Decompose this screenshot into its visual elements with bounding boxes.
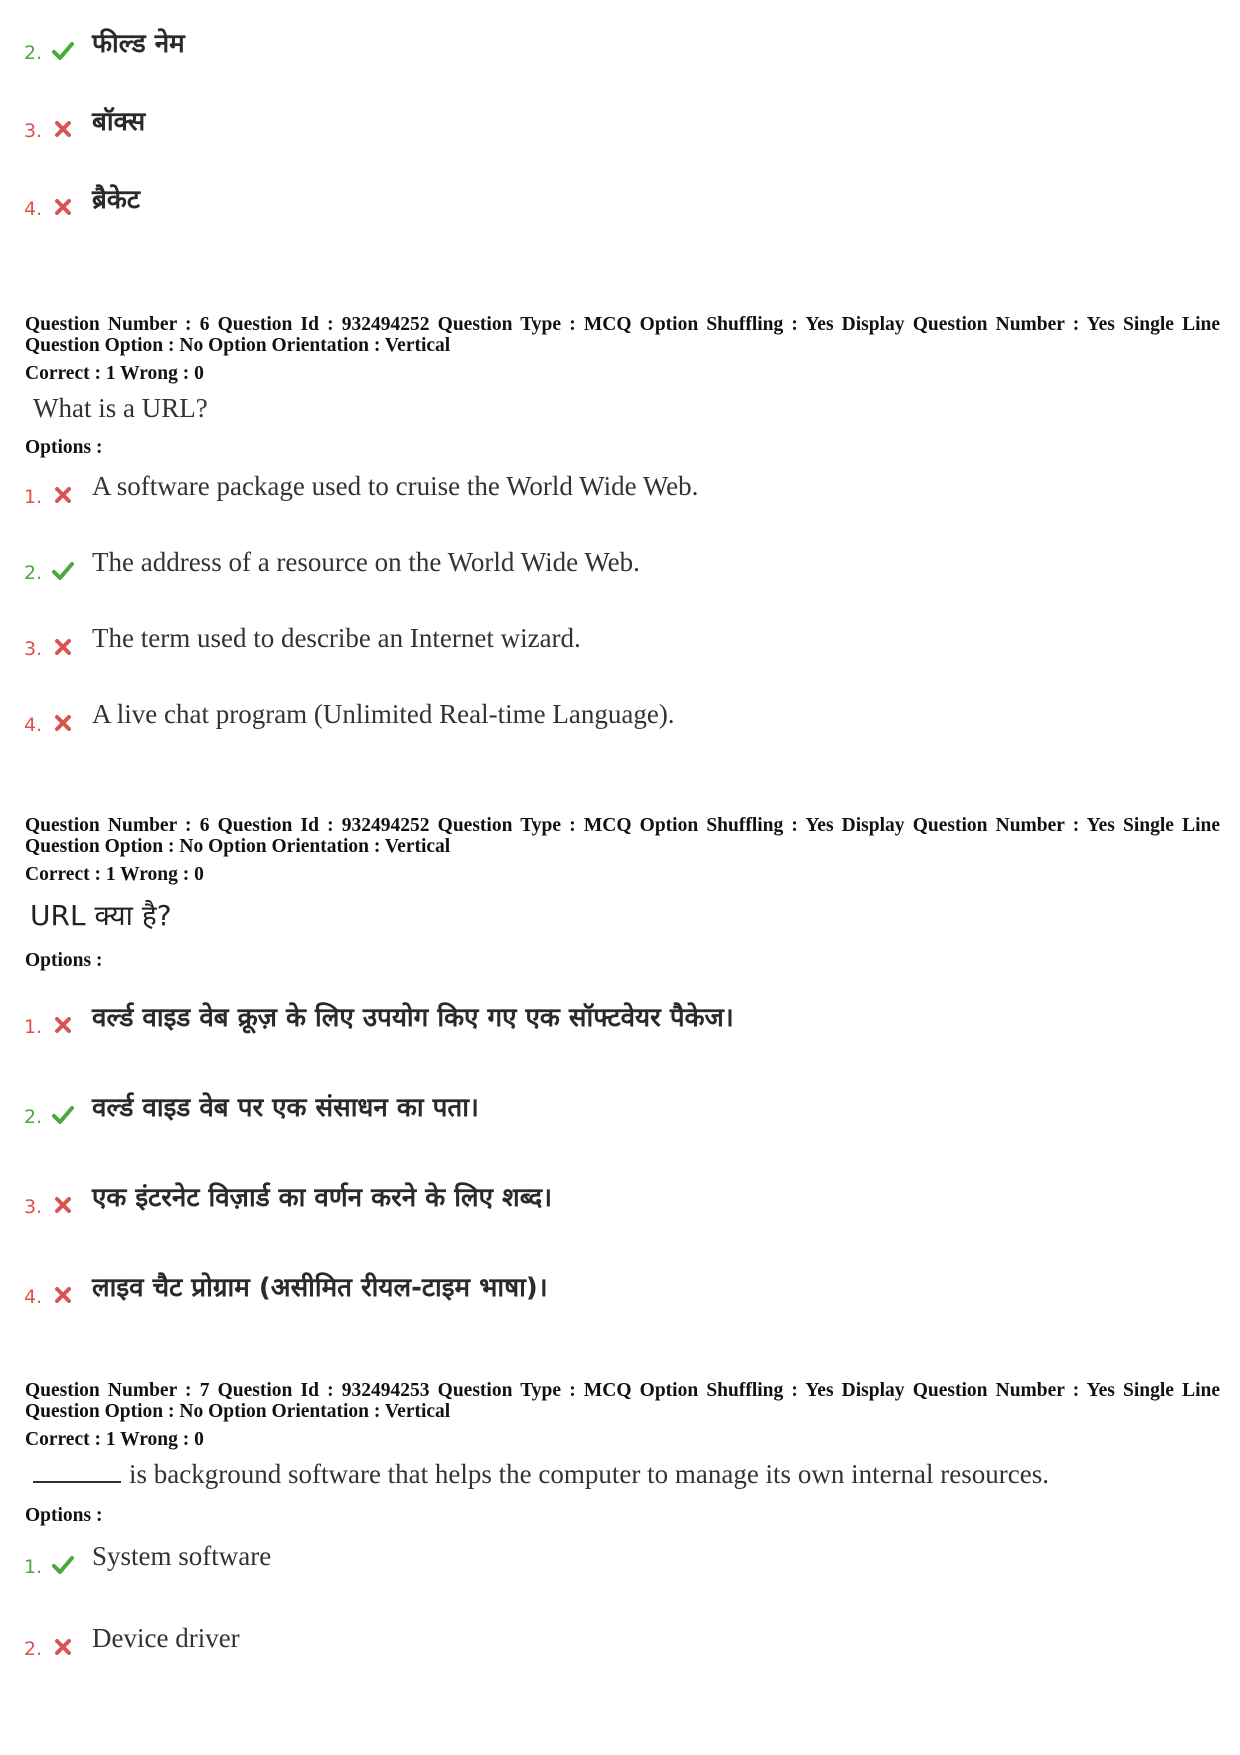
check-icon bbox=[52, 1554, 74, 1576]
option-number: 1. bbox=[24, 1016, 43, 1038]
cross-icon bbox=[52, 1014, 74, 1036]
answer-blank bbox=[33, 1480, 121, 1483]
option-number: 1. bbox=[24, 486, 43, 508]
options-label: Options : bbox=[25, 950, 103, 971]
option-number: 2. bbox=[24, 1106, 43, 1128]
question-meta: Question Number : 6 Question Id : 932494252 Question Type : MCQ Option Shuffling : Yes Display Question Number : Yes Single Line Question Option : No Option Orientation : Vertical bbox=[25, 815, 1220, 857]
option-text: बॉक्स bbox=[92, 107, 146, 137]
options-label: Options : bbox=[25, 437, 103, 458]
option-number: 3. bbox=[24, 1196, 43, 1218]
question-text: URL क्या है? bbox=[30, 899, 172, 932]
cross-icon bbox=[52, 1194, 74, 1216]
check-icon bbox=[52, 560, 74, 582]
option-number: 2. bbox=[24, 42, 43, 64]
question-marks: Correct : 1 Wrong : 0 bbox=[25, 363, 204, 384]
option-number: 3. bbox=[24, 120, 43, 142]
question-meta: Question Number : 6 Question Id : 932494252 Question Type : MCQ Option Shuffling : Yes Display Question Number : Yes Single Line Question Option : No Option Orientation : Vertical bbox=[25, 314, 1220, 356]
option-number: 2. bbox=[24, 562, 43, 584]
question-meta: Question Number : 7 Question Id : 932494253 Question Type : MCQ Option Shuffling : Yes Display Question Number : Yes Single Line Question Option : No Option Orientation : Vertical bbox=[25, 1380, 1220, 1422]
cross-icon bbox=[52, 636, 74, 658]
option-text: वर्ल्ड वाइड वेब पर एक संसाधन का पता। bbox=[92, 1093, 479, 1123]
cross-icon bbox=[52, 712, 74, 734]
option-text: System software bbox=[92, 1541, 272, 1571]
option-text: The address of a resource on the World Wide Web. bbox=[92, 547, 640, 577]
question-marks: Correct : 1 Wrong : 0 bbox=[25, 864, 204, 885]
cross-icon bbox=[52, 1284, 74, 1306]
option-text: एक इंटरनेट विज़ार्ड का वर्णन करने के लिए शब्द। bbox=[92, 1183, 553, 1213]
cross-icon bbox=[52, 196, 74, 218]
check-icon bbox=[52, 40, 74, 62]
option-number: 4. bbox=[24, 1286, 43, 1308]
question-marks: Correct : 1 Wrong : 0 bbox=[25, 1429, 204, 1450]
cross-icon bbox=[52, 484, 74, 506]
option-number: 2. bbox=[24, 1638, 43, 1660]
option-text: फील्ड नेम bbox=[92, 29, 185, 59]
option-number: 4. bbox=[24, 198, 43, 220]
cross-icon bbox=[52, 118, 74, 140]
option-number: 1. bbox=[24, 1556, 43, 1578]
option-text: A live chat program (Unlimited Real-time Language). bbox=[92, 699, 675, 729]
question-text: is background software that helps the computer to manage its own internal resources. bbox=[129, 1459, 1049, 1489]
option-text: लाइव चैट प्रोग्राम (असीमित रीयल-टाइम भाषा)। bbox=[92, 1273, 548, 1303]
option-text: ब्रैकेट bbox=[92, 185, 140, 215]
options-label: Options : bbox=[25, 1505, 103, 1526]
option-text: वर्ल्ड वाइड वेब क्रूज़ के लिए उपयोग किए गए एक सॉफ्टवेयर पैकेज। bbox=[92, 1003, 734, 1033]
option-number: 4. bbox=[24, 714, 43, 736]
option-text: The term used to describe an Internet wizard. bbox=[92, 623, 581, 653]
option-text: Device driver bbox=[92, 1623, 240, 1653]
question-text-row bbox=[33, 1459, 1049, 1490]
option-text: A software package used to cruise the World Wide Web. bbox=[92, 471, 699, 501]
question-text: What is a URL? bbox=[33, 393, 208, 423]
option-number: 3. bbox=[24, 638, 43, 660]
check-icon bbox=[52, 1104, 74, 1126]
cross-icon bbox=[52, 1636, 74, 1658]
